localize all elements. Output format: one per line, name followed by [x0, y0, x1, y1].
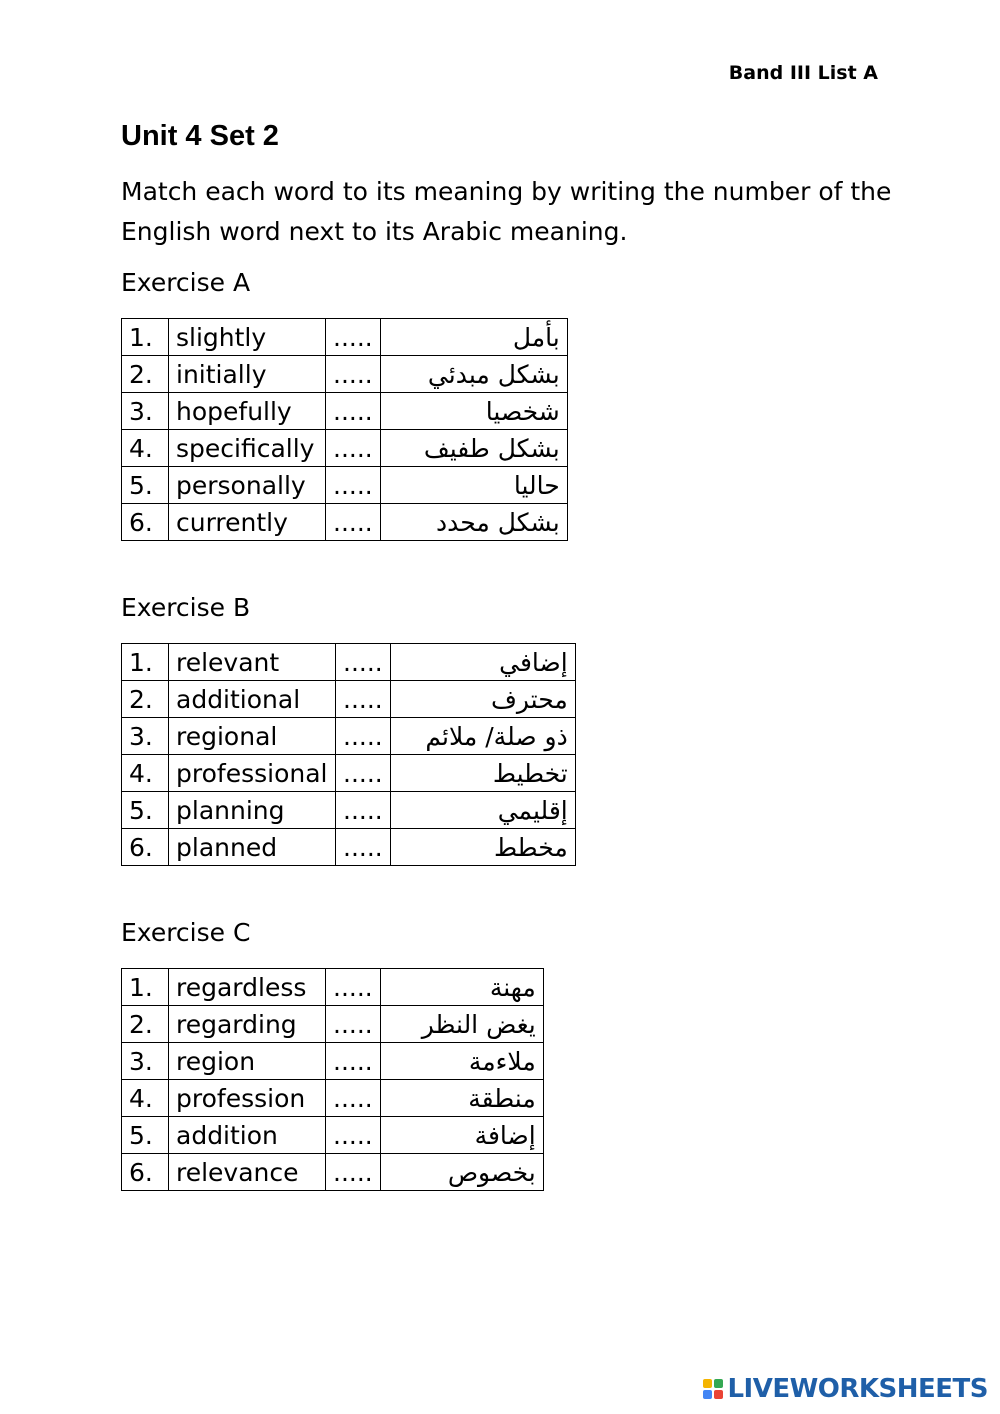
row-number: 6. — [122, 504, 169, 541]
row-number: 5. — [122, 467, 169, 504]
english-word: initially — [169, 356, 326, 393]
answer-blank[interactable]: ..... — [326, 1154, 381, 1191]
answer-blank[interactable]: ..... — [326, 1043, 381, 1080]
arabic-meaning: تخطيط — [390, 755, 575, 792]
english-word: planned — [169, 829, 336, 866]
table-row — [122, 356, 568, 393]
answer-blank[interactable]: ..... — [326, 393, 381, 430]
logo-mark-icon — [703, 1379, 723, 1399]
arabic-meaning: إضافي — [390, 644, 575, 681]
arabic-meaning: بخصوص — [380, 1154, 543, 1191]
table-row — [122, 755, 576, 792]
logo-text: LIVEWORKSHEETS — [727, 1374, 988, 1404]
table-row — [122, 504, 568, 541]
english-word: relevance — [169, 1154, 326, 1191]
exercise-b-table — [121, 643, 576, 866]
arabic-meaning: بأمل — [380, 319, 567, 356]
row-number: 1. — [122, 644, 169, 681]
answer-blank[interactable]: ..... — [336, 792, 391, 829]
logo-square — [714, 1379, 723, 1388]
answer-blank[interactable]: ..... — [326, 467, 381, 504]
exercise-c-title: Exercise C — [121, 918, 251, 947]
exercise-b-title: Exercise B — [121, 593, 251, 622]
english-word: slightly — [169, 319, 326, 356]
english-word: regional — [169, 718, 336, 755]
arabic-meaning: منطقة — [380, 1080, 543, 1117]
answer-blank[interactable]: ..... — [326, 430, 381, 467]
arabic-meaning: ذو صلة/ ملائم — [390, 718, 575, 755]
row-number: 6. — [122, 1154, 169, 1191]
table-row — [122, 1006, 544, 1043]
english-word: currently — [169, 504, 326, 541]
table-row — [122, 644, 576, 681]
logo-square — [703, 1390, 712, 1399]
row-number: 1. — [122, 319, 169, 356]
arabic-meaning: ملاءمة — [380, 1043, 543, 1080]
row-number: 3. — [122, 1043, 169, 1080]
table-row — [122, 319, 568, 356]
english-word: region — [169, 1043, 326, 1080]
arabic-meaning: مهنة — [380, 969, 543, 1006]
row-number: 3. — [122, 718, 169, 755]
english-word: profession — [169, 1080, 326, 1117]
arabic-meaning: حاليا — [380, 467, 567, 504]
logo-square — [703, 1379, 712, 1388]
english-word: specifically — [169, 430, 326, 467]
row-number: 5. — [122, 792, 169, 829]
row-number: 2. — [122, 356, 169, 393]
answer-blank[interactable]: ..... — [336, 829, 391, 866]
logo-square — [714, 1390, 723, 1399]
table-row — [122, 393, 568, 430]
row-number: 4. — [122, 430, 169, 467]
table-row — [122, 681, 576, 718]
table-row — [122, 1117, 544, 1154]
exercise-a-table — [121, 318, 568, 541]
table-row — [122, 969, 544, 1006]
table-row — [122, 467, 568, 504]
answer-blank[interactable]: ..... — [326, 969, 381, 1006]
english-word: relevant — [169, 644, 336, 681]
arabic-meaning: إقليمي — [390, 792, 575, 829]
answer-blank[interactable]: ..... — [336, 755, 391, 792]
exercise-c-table — [121, 968, 544, 1191]
instructions: Match each word to its meaning by writing the number of the English word next to its Arabic meaning. — [121, 177, 892, 246]
exercise-a-title: Exercise A — [121, 268, 251, 297]
row-number: 3. — [122, 393, 169, 430]
answer-blank[interactable]: ..... — [336, 681, 391, 718]
row-number: 5. — [122, 1117, 169, 1154]
answer-blank[interactable]: ..... — [326, 1006, 381, 1043]
answer-blank[interactable]: ..... — [326, 1080, 381, 1117]
english-word: additional — [169, 681, 336, 718]
row-number: 6. — [122, 829, 169, 866]
arabic-meaning: بشكل طفيف — [380, 430, 567, 467]
answer-blank[interactable]: ..... — [336, 718, 391, 755]
english-word: hopefully — [169, 393, 326, 430]
row-number: 2. — [122, 681, 169, 718]
english-word: planning — [169, 792, 336, 829]
english-word: regarding — [169, 1006, 326, 1043]
english-word: regardless — [169, 969, 326, 1006]
liveworksheets-logo — [703, 1374, 988, 1404]
answer-blank[interactable]: ..... — [336, 644, 391, 681]
table-row — [122, 792, 576, 829]
table-row — [122, 718, 576, 755]
english-word: addition — [169, 1117, 326, 1154]
table-row — [122, 1043, 544, 1080]
table-row — [122, 1080, 544, 1117]
arabic-meaning: محترف — [390, 681, 575, 718]
row-number: 4. — [122, 755, 169, 792]
table-row — [122, 829, 576, 866]
answer-blank[interactable]: ..... — [326, 356, 381, 393]
header-label: Band III List A — [728, 62, 878, 84]
english-word: professional — [169, 755, 336, 792]
arabic-meaning: بشكل محدد — [380, 504, 567, 541]
table-row — [122, 430, 568, 467]
row-number: 2. — [122, 1006, 169, 1043]
english-word: personally — [169, 467, 326, 504]
answer-blank[interactable]: ..... — [326, 504, 381, 541]
table-row — [122, 1154, 544, 1191]
answer-blank[interactable]: ..... — [326, 1117, 381, 1154]
row-number: 4. — [122, 1080, 169, 1117]
arabic-meaning: مخطط — [390, 829, 575, 866]
page-title: Unit 4 Set 2 — [121, 120, 279, 152]
arabic-meaning: بشكل مبدئي — [380, 356, 567, 393]
arabic-meaning: يغض النظر — [380, 1006, 543, 1043]
arabic-meaning: إضافة — [380, 1117, 543, 1154]
arabic-meaning: شخصيا — [380, 393, 567, 430]
answer-blank[interactable]: ..... — [326, 319, 381, 356]
row-number: 1. — [122, 969, 169, 1006]
